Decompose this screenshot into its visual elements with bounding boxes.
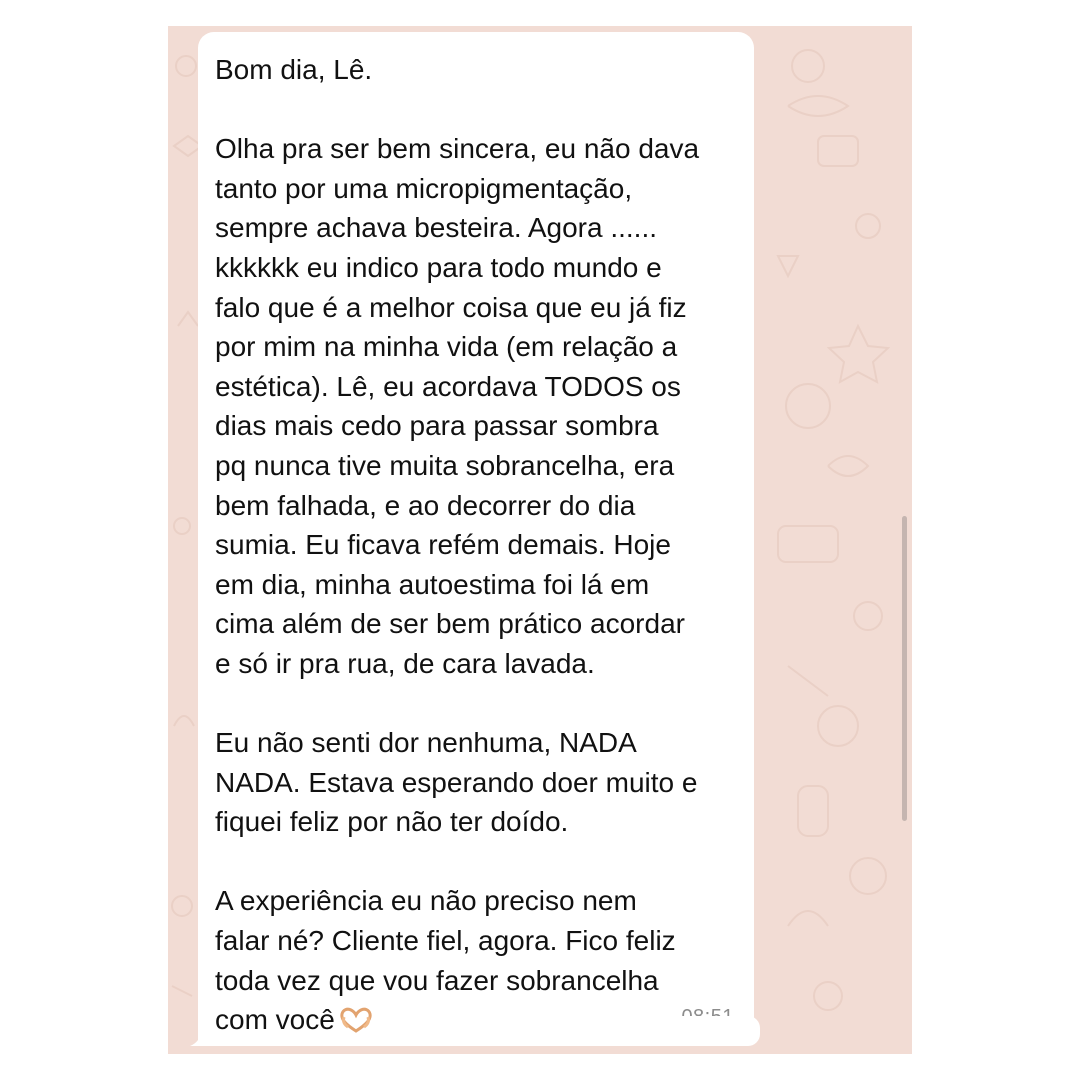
message-paragraph: Eu não senti dor nenhuma, NADA NADA. Estava esperando doer muito e fiquei feliz por não ter doído. — [215, 727, 698, 838]
message-paragraph-text: A experiência eu não preciso nem falar né? Cliente fiel, agora. Fico feliz toda vez que vou fazer sobrancelha com você — [215, 885, 676, 1036]
next-message-bubble-edge — [650, 1016, 760, 1046]
chat-scrollbar[interactable] — [902, 516, 907, 821]
message-greeting: Bom dia, Lê. — [215, 54, 373, 85]
chat-screen — [168, 26, 912, 1054]
heart-hands-emoji-icon — [339, 1007, 373, 1033]
incoming-message-bubble[interactable] — [198, 32, 754, 1046]
message-paragraph: Olha pra ser bem sincera, eu não dava tanto por uma micropigmentação, sempre achava besteira. Agora ...... kkkkkk eu indico para todo mundo e falo que é a melhor coisa que eu já fiz por mim na minha vida (em relação a estética). Lê, eu acordava TODOS os dias mais cedo para passar sombra pq nunca tive muita sobrancelha, era bem falhada, e ao decorrer do dia sumia. Eu ficava refém demais. Hoje em dia, minha autoestima foi lá em cima além de ser bem prático acordar e só ir pra rua, de cara lavada. — [215, 133, 700, 679]
